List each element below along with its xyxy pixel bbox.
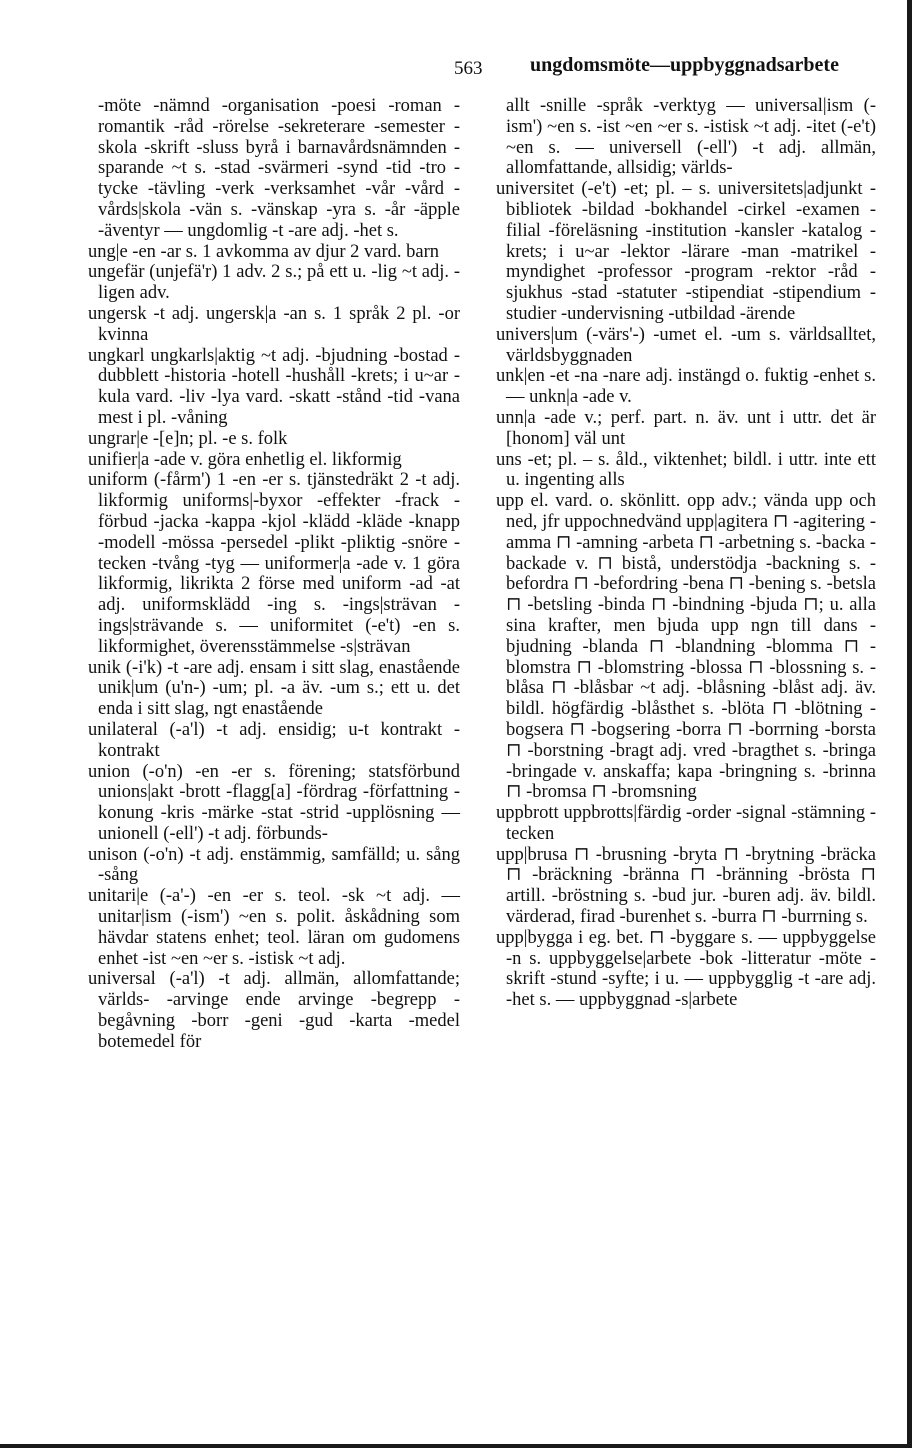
dictionary-entry: unik (-i'k) -t -are adj. ensam i sitt slag, enastående unik|um (u'n-) -um; pl. -a äv. -um s.; ett u. det enda i sitt slag, ngt enastående [88, 657, 460, 720]
dictionary-entry: upp|bygga i eg. bet. ⊓ -byggare s. — uppbyggelse -n s. uppbyggelse|arbete -bok -litteratur -möte -skrift -stund -syfte; i u. — uppbygglig -t -are adj. -het s. — uppbyggnad -s|arbete [496, 927, 876, 1011]
right-column [496, 96, 876, 1011]
dictionary-entry: ung|e -en -ar s. 1 avkomma av djur 2 vard. barn [88, 241, 439, 262]
dictionary-entry: uniform (-fårm') 1 -en -er s. tjänstedräkt 2 -t adj. likformig uniforms|-byxor -effekter -frack -förbud -jacka -kappa -kjol -klädd -kläde -knapp -modell -mössa -persedel -plikt -pliktig -snöre -tecken -tvång -tyg — uniformer|a -ade v. 1 göra likformig, likrikta 2 förse med uniform -ad -at adj. uniformsklädd -ing s. -ings|strävan -ings|strävande s. — uniformitet (-e't) -en s. likformighet, överensstämmelse -s|strävan [88, 470, 460, 657]
dictionary-entry: allt -snille -språk -verktyg — universal|ism (-ism') ~en s. -ist ~en ~er s. -istisk ~t adj. -itet (-e't) ~en s. — universell (-ell') -t adj. allmän, allomfattande, allsidig; världs- [506, 96, 876, 179]
dictionary-entry: unison (-o'n) -t adj. enstämmig, samfälld; u. sång -sång [88, 844, 460, 886]
page-edge-right [907, 0, 912, 1448]
dictionary-entry: -möte -nämnd -organisation -poesi -roman -romantik -råd -rörelse -sekreterare -semester -skola -skrift -sluss byrå i barnavårdsnämnden -sparande ~t s. -stad -svärmeri -synd -tid -tro -tycke -tävling -verk -verksamhet -vår -vård -vårds|skola -vän s. -vänskap -yra s. -år -äpple -äventyr — ungdomlig -t -are adj. -het s. [98, 96, 460, 241]
dictionary-entry: uns -et; pl. – s. åld., viktenhet; bildl. i uttr. inte ett u. ingenting alls [496, 449, 876, 491]
dictionary-entry: unk|en -et -na -nare adj. instängd o. fuktig -enhet s. — unkn|a -ade v. [496, 366, 876, 408]
dictionary-entry: unilateral (-a'l) -t adj. ensidig; u-t kontrakt -kontrakt [88, 719, 460, 761]
running-head: ungdomsmöte—uppbyggnadsarbete [530, 54, 839, 76]
dictionary-entry: ungefär (unjefä'r) 1 adv. 2 s.; på ett u. -lig ~t adj. -ligen adv. [88, 262, 460, 304]
dictionary-entry: ungersk -t adj. ungersk|a -an s. 1 språk 2 pl. -or kvinna [88, 303, 460, 345]
dictionary-entry: unitari|e (-a'-) -en -er s. teol. -sk ~t adj. — unitar|ism (-ism') ~en s. polit. åskådning som hävdar statens enhet; teol. läran om gudomens enhet -ist ~en ~er s. -istisk ~t adj. [88, 886, 460, 969]
dictionary-entry: universal (-a'l) -t adj. allmän, allomfattande; världs- -arvinge ende arvinge -begrepp -begåvning -borr -geni -gud -karta -medel botemedel för [88, 969, 460, 1052]
dictionary-entry: ungrar|e -[e]n; pl. -e s. folk [88, 428, 288, 449]
dictionary-entry: uppbrott uppbrotts|färdig -order -signal -stämning -tecken [496, 803, 876, 844]
dictionary-entry: union (-o'n) -en -er s. förening; statsförbund unions|akt -brott -flagg[a] -fördrag -författning -konung -kris -märke -stat -strid -upplösning — unionell (-ell') -t adj. förbunds- [88, 761, 460, 844]
dictionary-entry: upp el. vard. o. skönlitt. opp adv.; vända upp och ned, jfr uppochnedvänd upp|agitera ⊓ -agitering -amma ⊓ -amning -arbeta ⊓ -arbetning s. -backa -backade v. ⊓ bistå, understödja -backning s. -befordra ⊓ -befordring -bena ⊓ -bening s. -betsla ⊓ -betsling -binda ⊓ -bindning -bjuda ⊓; u. alla sina krafter, men bjuda upp ngn till dans -bjudning -blanda ⊓ -blandning -blomma ⊓ -blomstra ⊓ -blomstring -blossa ⊓ -blossning s. -blåsa ⊓ -blåsbar ~t adj. -blåsning -blåst adj. äv. bildl. högfärdig -blåsthet s. -blöta ⊓ -blötning -bogsera ⊓ -bogsering -borra ⊓ -borrning -borsta ⊓ -borstning -bragt adj. vred -bragthet s. -bringa -bringade v. anskaffa; kapa -bringning s. -brinna ⊓ -bromsa ⊓ -bromsning [496, 491, 876, 803]
page-edge-bottom [0, 1444, 912, 1448]
dictionary-entry: unn|a -ade v.; perf. part. n. äv. unt i uttr. det är [honom] väl unt [496, 407, 876, 449]
dictionary-entry: unifier|a -ade v. göra enhetlig el. likformig [88, 449, 402, 470]
dictionary-entry: universitet (-e't) -et; pl. – s. universitets|adjunkt -bibliotek -bildad -bokhandel -cirkel -examen -filial -föreläsning -institution -kansler -katalog -krets; i u~ar -lektor -lärare -man -matrikel -myndighet -professor -program -rektor -råd -sjukhus -stad -statuter -stipendiat -stipendium -studier -undervisning -utbildad -ärende [496, 179, 876, 324]
left-column [88, 96, 460, 1053]
page-number: 563 [454, 58, 483, 79]
dictionary-entry: upp|brusa ⊓ -brusning -bryta ⊓ -brytning -bräcka ⊓ -bräckning -bränna ⊓ -bränning -brösta ⊓ artill. -bröstning s. -bud jur. -buren adj. äv. bildl. värderad, firad -burenhet s. -burra ⊓ -burrning s. [496, 844, 876, 928]
dictionary-entry: univers|um (-värs'-) -umet el. -um s. världsalltet, världsbyggnaden [496, 324, 876, 366]
dictionary-entry: ungkarl ungkarls|aktig ~t adj. -bjudning -bostad -dubblett -historia -hotell -hushåll -krets; i u~ar -kula vard. -liv -lya vard. -skatt -stånd -tid -vana mest i pl. -våning [88, 345, 460, 428]
